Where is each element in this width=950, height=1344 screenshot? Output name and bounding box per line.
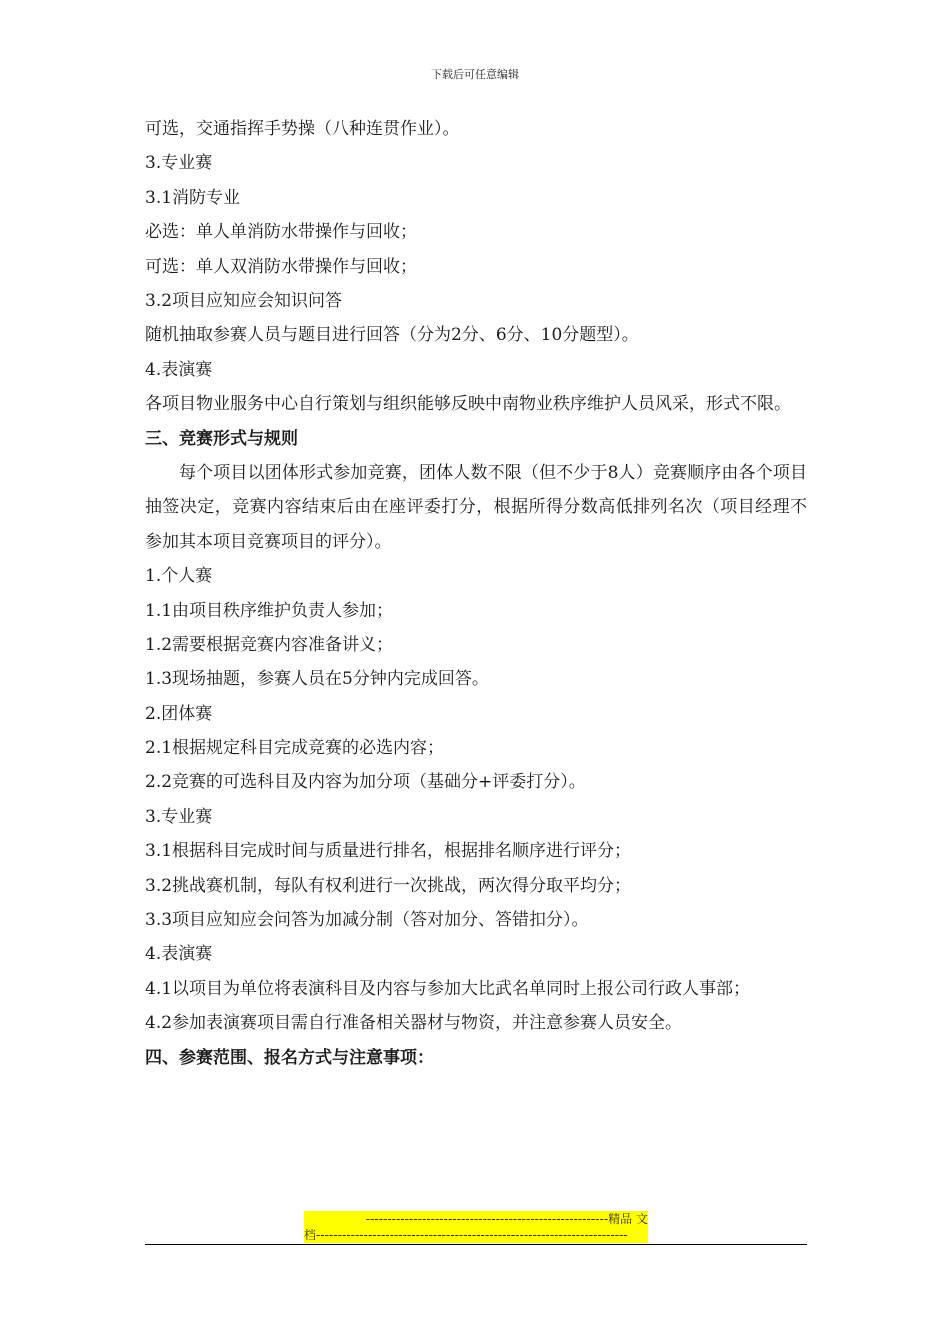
subsection-item: 3.2项目应知应会知识问答 [145,290,343,311]
section-heading: 三、竞赛形式与规则 [145,428,298,449]
subsection-item: 4.1以项目为单位将表演科目及内容与参加大比武名单同时上报公司行政人事部； [145,978,751,999]
subsection-item: 2.1根据规定科目完成竞赛的必选内容； [145,738,445,759]
paragraph: 可选：单人双消防水带操作与回收； [145,256,417,277]
section-item: 1.个人赛 [145,566,213,587]
subsection-item: 3.1根据科目完成时间与质量进行排名，根据排名顺序进行评分； [145,841,632,862]
footer-watermark-line2: 档------------------------------------------------------------------------ [304,1227,648,1243]
subsection-item: 3.3项目应知应会问答为加减分制（答对加分、答错扣分）。 [145,910,589,931]
section-item: 3.专业赛 [145,806,213,827]
paragraph: 每个项目以团体形式参加竞赛，团体人数不限（但不少于8人）竞赛顺序由各个项目抽签决定，竞赛内容结束后由在座评委打分，根据所得分数高低排列名次（项目经理不参加其本项目竞赛项目的评分）。 [145,462,807,552]
subsection-item: 1.1由项目秩序维护负责人参加； [145,600,394,621]
paragraph: 可选，交通指挥手势操（八种连贯作业）。 [145,119,460,139]
subsection-item: 3.1消防专业 [145,187,241,208]
paragraph: 各项目物业服务中心自行策划与组织能够反映中南物业秩序维护人员风采，形式不限。 [145,394,791,415]
subsection-item: 1.3现场抽题，参赛人员在5分钟内完成回答。 [145,669,489,690]
section-item: 2.团体赛 [145,703,213,724]
section-item: 4.表演赛 [145,359,213,380]
page-header: 下载后可任意编辑 [431,68,519,81]
section-heading: 四、参赛范围、报名方式与注意事项： [145,1047,434,1068]
subsection-item: 1.2需要根据竞赛内容准备讲义； [145,634,394,655]
subsection-item: 4.2参加表演赛项目需自行准备相关器材与物资，并注意参赛人员安全。 [145,1013,683,1034]
subsection-item: 2.2竞赛的可选科目及内容为加分项（基础分+评委打分）。 [145,772,586,793]
section-item: 3.专业赛 [145,153,213,174]
footer-rule [145,1244,807,1245]
subsection-item: 3.2挑战赛机制，每队有权利进行一次挑战，两次得分取平均分； [145,875,632,896]
paragraph: 随机抽取参赛人员与题目进行回答（分为2分、6分、10分题型）。 [145,325,639,346]
section-item: 4.表演赛 [145,944,213,965]
document-body [145,112,807,1075]
footer-watermark-line1: --------------------------------------------------------精品 文 [304,1211,648,1227]
paragraph: 必选：单人单消防水带操作与回收； [145,222,417,243]
